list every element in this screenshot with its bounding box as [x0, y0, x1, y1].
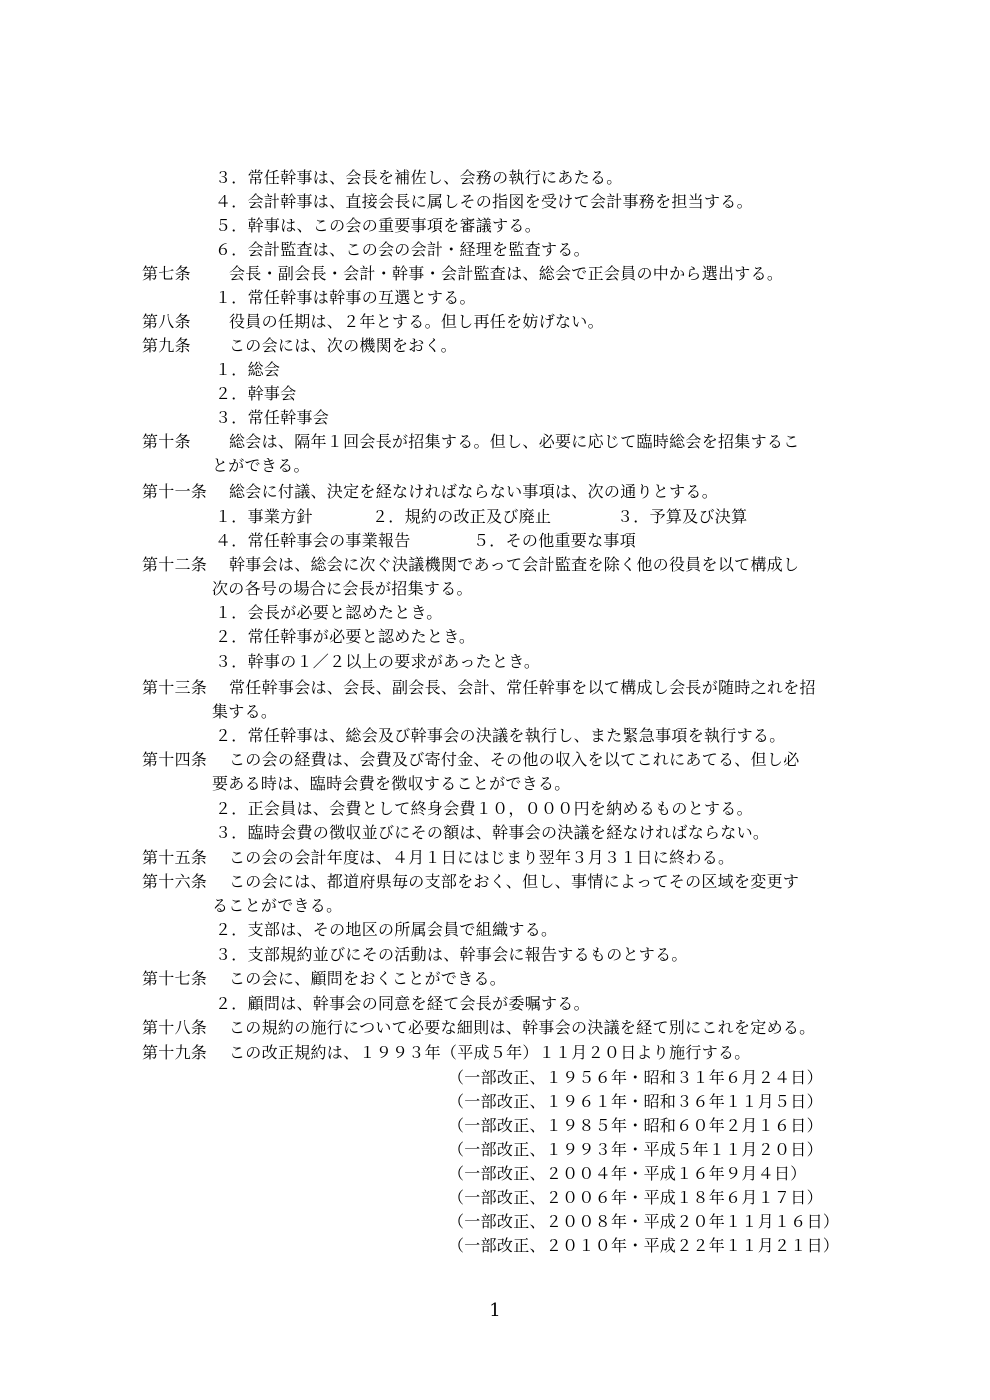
article-8 [142, 310, 604, 334]
article-text: 幹事会は、総会に次ぐ決議機関であって会計監査を除く他の役員を以て構成し [229, 555, 800, 574]
list-item: ２．常任幹事が必要と認めたとき。 [215, 627, 476, 646]
article-11 [142, 480, 718, 504]
clause-line: １．常任幹事は幹事の互選とする。 [215, 288, 476, 307]
list-item: ２．幹事会 [215, 384, 297, 403]
revision-line: （一部改正、１９９３年・平成５年１１月２０日） [448, 1140, 823, 1159]
article-number: 第十四条 [142, 750, 208, 769]
article-number: 第十二条 [142, 555, 208, 574]
article-number: 第十八条 [142, 1018, 208, 1037]
article-13 [142, 676, 816, 700]
article-text: この会の経費は、会費及び寄付金、その他の収入を以てこれにあてる、但し必 [229, 750, 800, 769]
article-text: 役員の任期は、２年とする。但し再任を妨げない。 [229, 312, 604, 331]
page-number: 1 [489, 1300, 501, 1321]
clause-line: ３．常任幹事は、会長を補佐し、会務の執行にあたる。 [215, 168, 623, 187]
article-text: 会長・副会長・会計・幹事・会計監査は、総会で正会員の中から選出する。 [229, 264, 784, 283]
list-item: １．会長が必要と認めたとき。 [215, 603, 443, 622]
article-number: 第八条 [142, 312, 191, 331]
revision-line: （一部改正、１９６１年・昭和３６年１１月５日） [448, 1092, 823, 1111]
article-number: 第十三条 [142, 678, 208, 697]
article-number: 第十六条 [142, 872, 208, 891]
article-number: 第十七条 [142, 969, 208, 988]
article-text: 総会に付議、決定を経なければならない事項は、次の通りとする。 [229, 482, 719, 501]
clause-line: ２．常任幹事は、総会及び幹事会の決議を執行し、また緊急事項を執行する。 [215, 726, 786, 745]
article-text: 常任幹事会は、会長、副会長、会計、常任幹事を以て構成し会長が随時之れを招 [229, 678, 816, 697]
clause-line: ３．臨時会費の徴収並びにその額は、幹事会の決議を経なければならない。 [215, 823, 770, 842]
article-9 [142, 334, 457, 358]
revision-line: （一部改正、１９８５年・昭和６０年２月１６日） [448, 1116, 823, 1135]
list-item: ３．常任幹事会 [215, 408, 330, 427]
list-item: ４．常任幹事会の事業報告 [215, 531, 411, 550]
continuation-line: 次の各号の場合に会長が招集する。 [212, 579, 473, 598]
article-text: この会の会計年度は、４月１日にはじまり翌年３月３１日に終わる。 [229, 848, 735, 867]
article-text: この会には、次の機関をおく。 [229, 336, 457, 355]
list-item: １．総会 [215, 360, 281, 379]
revision-line: （一部改正、２０１０年・平成２２年１１月２１日） [448, 1236, 840, 1255]
list-row [215, 529, 636, 553]
clause-line: ４．会計幹事は、直接会長に属しその指図を受けて会計事務を担当する。 [215, 192, 753, 211]
continuation-line: 集する。 [212, 702, 278, 721]
list-item: ３．幹事の１／２以上の要求があったとき。 [215, 652, 541, 671]
continuation-line: 要ある時は、臨時会費を徴収することができる。 [212, 774, 571, 793]
article-16 [142, 870, 799, 894]
article-14 [142, 748, 800, 772]
article-text: この改正規約は、１９９３年（平成５年）１１月２０日より施行する。 [229, 1043, 751, 1062]
clause-line: ３．支部規約並びにその活動は、幹事会に報告するものとする。 [215, 945, 688, 964]
article-number: 第十九条 [142, 1043, 208, 1062]
revision-line: （一部改正、２００８年・平成２０年１１月１６日） [448, 1212, 840, 1231]
revision-line: （一部改正、１９５６年・昭和３１年６月２４日） [448, 1068, 823, 1087]
article-text: 総会は、隔年１回会長が招集する。但し、必要に応じて臨時総会を招集するこ [229, 432, 800, 451]
clause-line: ２．支部は、その地区の所属会員で組織する。 [215, 920, 558, 939]
list-row [215, 505, 747, 529]
article-text: この会に、顧問をおくことができる。 [229, 969, 507, 988]
article-12 [142, 553, 799, 577]
article-18 [142, 1016, 815, 1040]
clause-line: ５．幹事は、この会の重要事項を審議する。 [215, 216, 542, 235]
clause-line: ２．顧問は、幹事会の同意を経て会長が委嘱する。 [215, 994, 590, 1013]
list-item: ３．予算及び決算 [617, 507, 748, 526]
clause-line: ２．正会員は、会費として終身会費１０，０００円を納めるものとする。 [215, 799, 753, 818]
article-number: 第九条 [142, 336, 191, 355]
article-7 [142, 262, 783, 286]
article-number: 第十条 [142, 432, 191, 451]
article-text: この会には、都道府県毎の支部をおく、但し、事情によってその区域を変更す [229, 872, 800, 891]
article-number: 第十一条 [142, 482, 208, 501]
article-number: 第七条 [142, 264, 191, 283]
list-item: ５．その他重要な事項 [473, 531, 637, 550]
revision-line: （一部改正、２００６年・平成１８年６月１７日） [448, 1188, 823, 1207]
article-19 [142, 1041, 751, 1065]
article-15 [142, 846, 734, 870]
clause-line: ６．会計監査は、この会の会計・経理を監査する。 [215, 240, 590, 259]
article-17 [142, 967, 506, 991]
continuation-line: とができる。 [212, 456, 310, 475]
article-text: この規約の施行について必要な細則は、幹事会の決議を経て別にこれを定める。 [229, 1018, 816, 1037]
article-number: 第十五条 [142, 848, 208, 867]
revision-line: （一部改正、２００４年・平成１６年９月４日） [448, 1164, 807, 1183]
list-item: ２．規約の改正及び廃止 [372, 507, 552, 526]
list-item: １．事業方針 [215, 507, 313, 526]
continuation-line: ることができる。 [212, 896, 343, 915]
article-10 [142, 430, 800, 454]
